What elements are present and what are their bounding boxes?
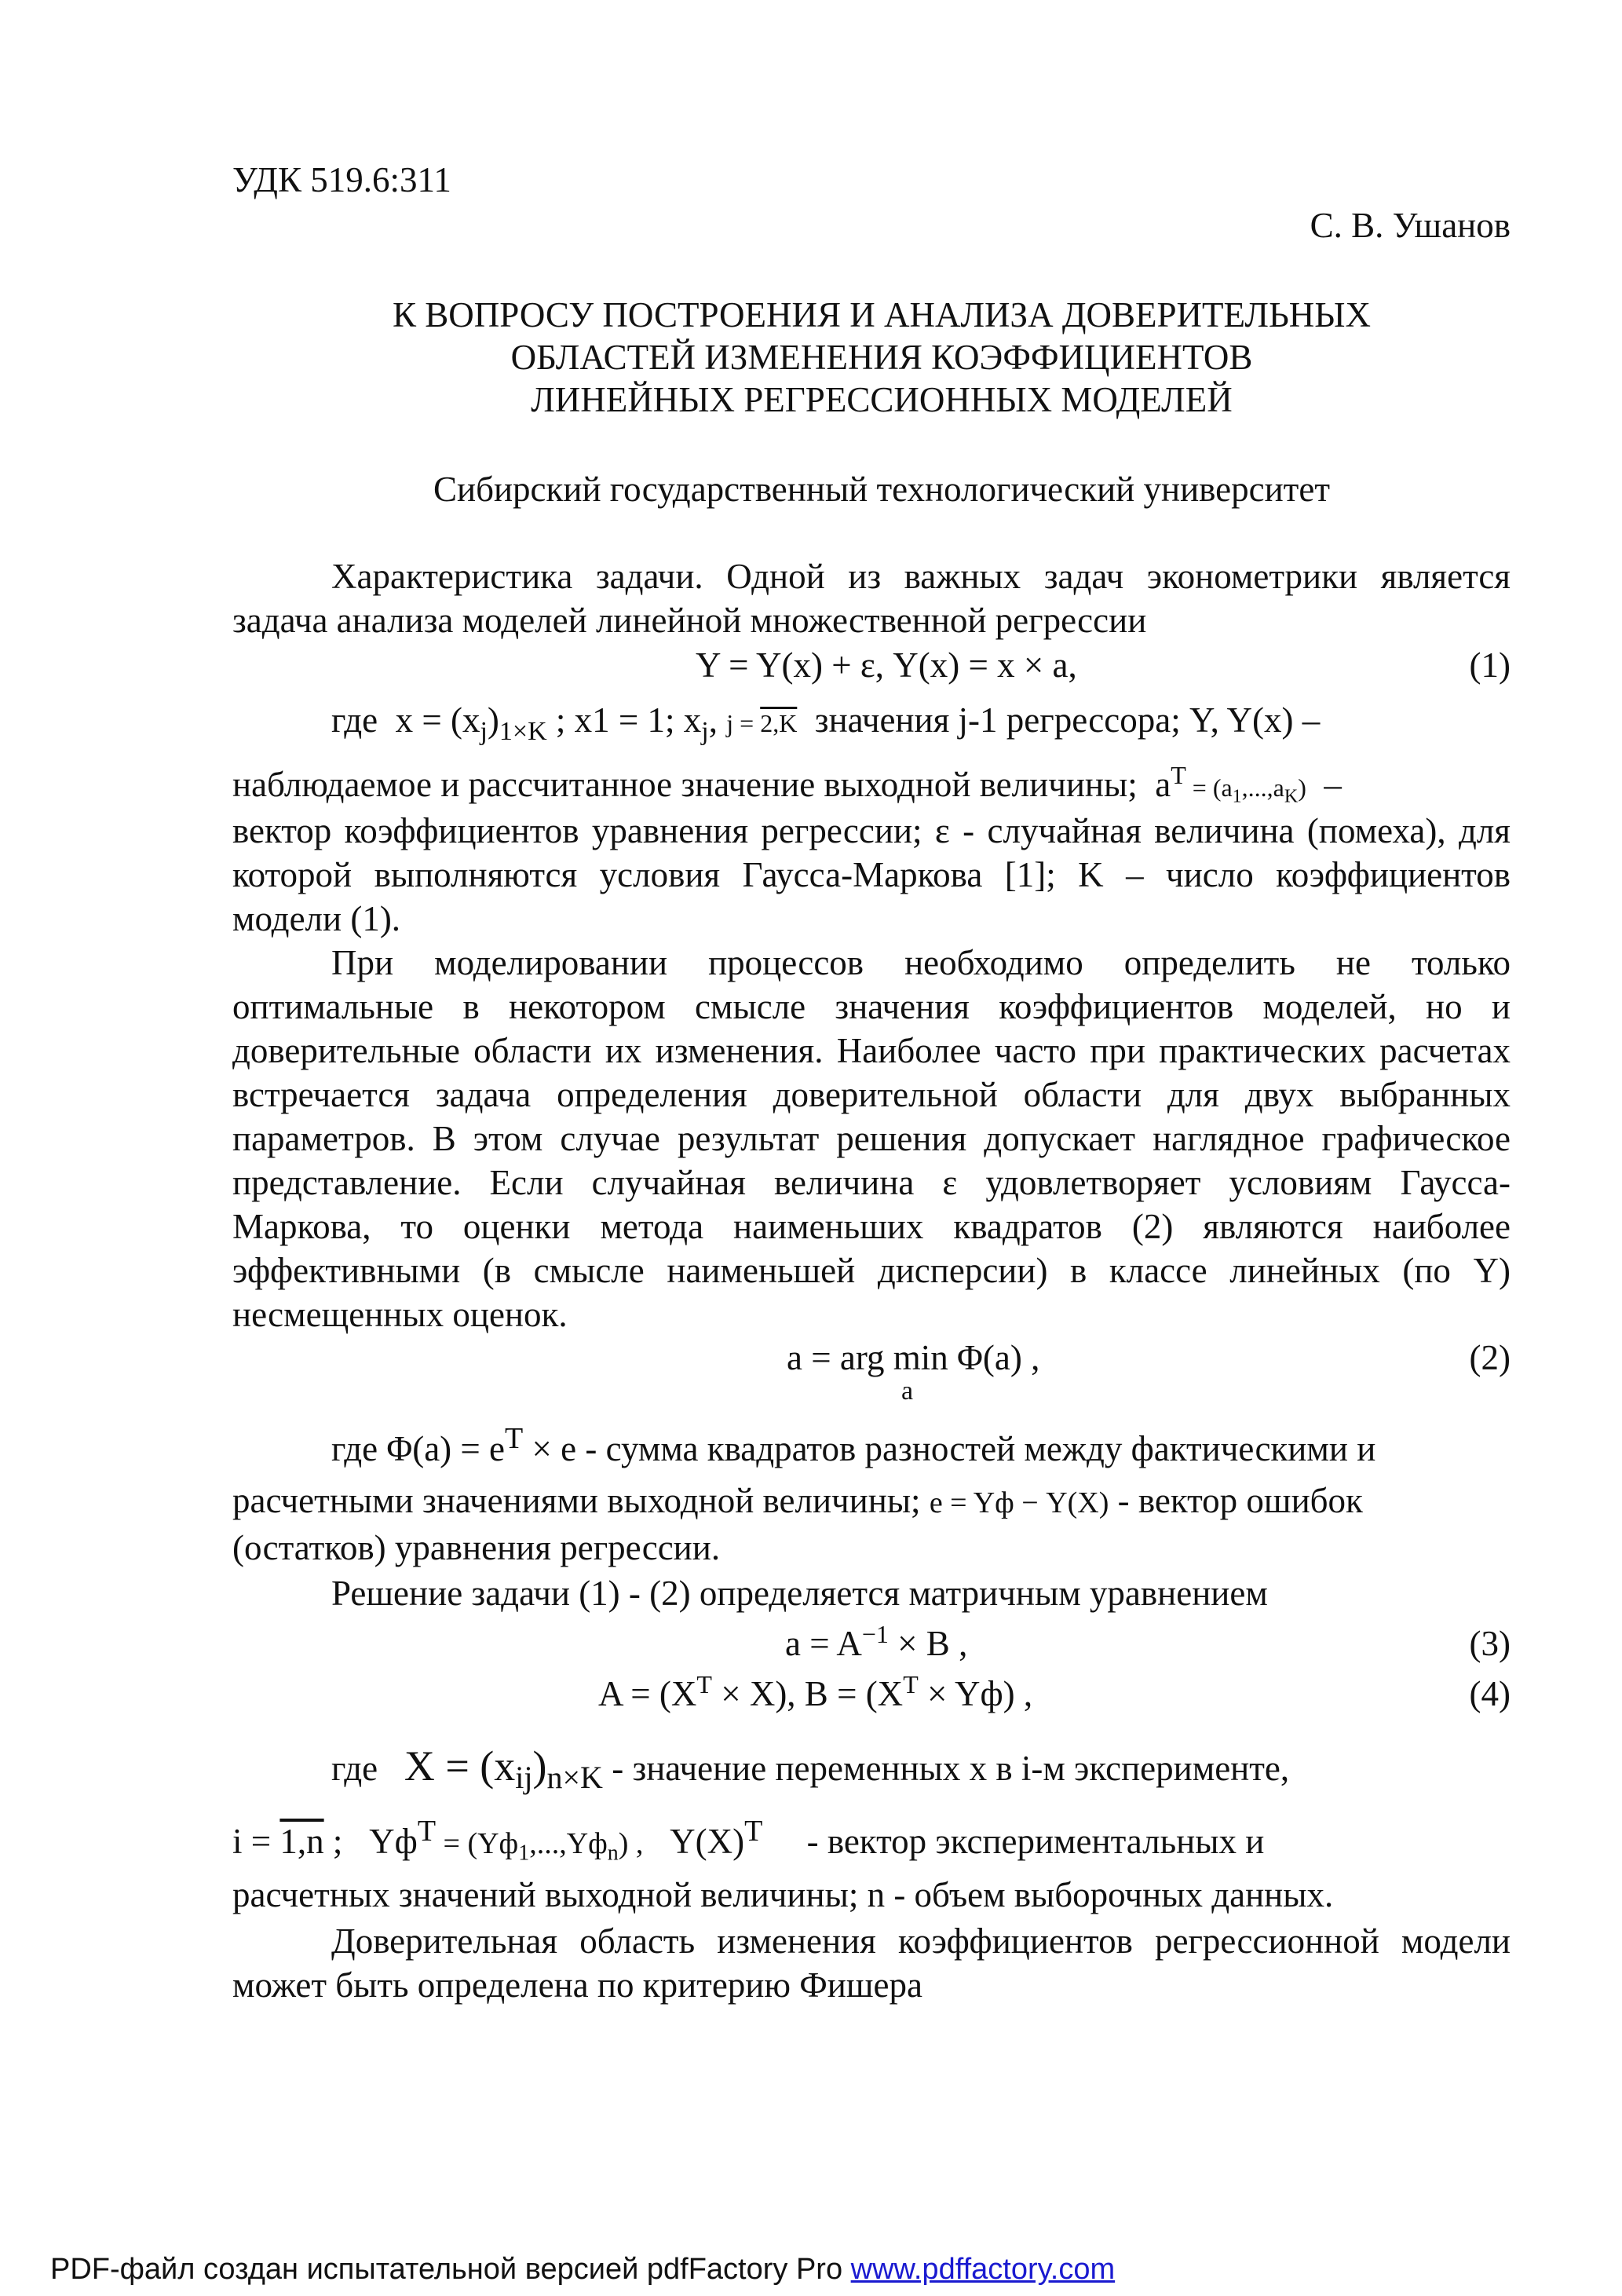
design-matrix: X = (x (404, 1742, 516, 1790)
observed-text: наблюдаемое и рассчитанное значение выходной величины; (232, 765, 1138, 804)
affiliation: Сибирский государственный технологический университет (433, 470, 1330, 509)
equation-4-number: (4) (1469, 1674, 1511, 1713)
equation-4: $A = (X^T \times X)$, $B = (X^T \times Yф)$ , (598, 1670, 1033, 1713)
equation-3-rhs: × B , (897, 1624, 968, 1663)
equation-4-b: × X), B = (X (721, 1674, 904, 1713)
objective-definition: × e - сумма квадратов разностей между фактическими и (532, 1429, 1376, 1468)
line-index-and-vectors: i = 1,n ; $Yф^T = (Yф_1,...,Yф_n)$ , $Y(X)^T$ - вектор экспериментальных и (232, 1815, 1265, 1866)
equation-4-a: A = (X (598, 1674, 697, 1713)
residual-label: - вектор ошибок (1117, 1481, 1363, 1520)
where-line-1: где $x = (x_j)_{1\times K}$ ; x1 = 1; $x_j$, j = 2,K значения j-1 регрессора; Y, Y(x) – (331, 700, 1321, 746)
author: С. В. Ушанов (1310, 206, 1511, 245)
where-line-2: где $\Phi(a) = e^T \times e$ - сумма квадратов разностей между фактическими и (331, 1422, 1376, 1468)
paragraph-1: Характеристика задачи. Одной из важных задач эконометрики является задача анализа моделей линейной множественной регрессии (232, 557, 1511, 640)
title-line-2: ОБЛАСТЕЙ ИЗМЕНЕНИЯ КОЭФФИЦИЕНТОВ (510, 338, 1253, 377)
paragraph-3: При моделировании процессов необходимо определить не только оптимальные в некотором смысле значения коэффициентов моделей, но и доверительные области их изменения. Наиболее часто при практических расчетах встречается задача определения доверительной области для двух выбранных параметров. В этом случае результат решения допускает наглядное графическое представление. Если случайная величина ε удовлетворяет условиям Гаусса-Маркова, то оценки метода наименьших квадратов (2) являются наиболее эффективными (в смысле наименьшей дисперсии) в классе линейных (по Y) несмещенных оценок. (232, 943, 1511, 1334)
equation-4-c: × Yф) , (926, 1674, 1033, 1713)
residual-text: расчетными значениями выходной величины; (232, 1481, 921, 1520)
line-residuals (232, 1479, 1511, 1524)
design-matrix-meaning: - значение переменных x в i-м эксперименте, (612, 1749, 1290, 1788)
title-line-3: ЛИНЕЙНЫХ РЕГРЕССИОННЫХ МОДЕЛЕЙ (531, 380, 1233, 419)
vector-meaning: - вектор экспериментальных и (806, 1822, 1265, 1861)
residual-formula: e = Yф − Y(X) (929, 1486, 1109, 1519)
where-word-2: где (331, 1749, 378, 1788)
regressor-vector-formula: x = (x (395, 700, 480, 740)
residual-end: (остатков) уравнения регрессии. (232, 1528, 721, 1567)
where-line-3: где $X = (x_{ij})_{n\times K}$ - значение переменных x в i-м эксперименте, (331, 1742, 1290, 1795)
paragraph-2: вектор коэффициентов уравнения регрессии; ε - случайная величина (помеха), для которой выполняются условия Гаусса-Маркова [1]; K – число коэффициентов модели (1). (232, 811, 1511, 938)
udc-code: УДК 519.6:311 (232, 160, 451, 199)
objective-formula: где Φ(a) = e (331, 1429, 506, 1468)
equation-2-subscript: a (901, 1377, 914, 1406)
title-line-1: К ВОПРОСУ ПОСТРОЕНИЯ И АНАЛИЗА ДОВЕРИТЕЛЬНЫХ (392, 295, 1372, 335)
pdf-watermark-footer (50, 2252, 1115, 2287)
equation-3: $a = A^{-1} \times B$ , (785, 1620, 968, 1663)
pdffactory-link[interactable]: www.pdffactory.com (850, 2253, 1116, 2286)
equation-1-number: (1) (1469, 645, 1511, 685)
equation-3-number: (3) (1469, 1624, 1511, 1663)
line-observed-values: наблюдаемое и рассчитанное значение выходной величины; $a^T = (a_1,...,a_K)$ – (232, 761, 1342, 807)
equation-2: a = arg min Φ(a) , (787, 1338, 1040, 1377)
where-word: где (331, 700, 378, 740)
paragraph-solution: Решение задачи (1) - (2) определяется матричным уравнением (331, 1574, 1268, 1613)
sample-size-line: расчетных значений выходной величины; n - объем выборочных данных. (232, 1875, 1334, 1914)
footer-text: PDF-файл создан испытательной версией pdfFactory Pro (50, 2253, 843, 2286)
paragraph-fisher: Доверительная область изменения коэффициентов регрессионной модели может быть определена по критерию Фишера (232, 1921, 1511, 2005)
equation-2-number: (2) (1469, 1338, 1511, 1377)
regressor-meaning: значения j-1 регрессора; Y, Y(x) – (814, 700, 1321, 740)
regressor-definition: ; x1 = 1; x (555, 700, 702, 740)
equation-1: Y = Y(x) + ε, Y(x) = x × a, (696, 645, 1077, 685)
coef-vector: a (1155, 765, 1171, 804)
equation-3-lhs: a = A (785, 1624, 862, 1663)
